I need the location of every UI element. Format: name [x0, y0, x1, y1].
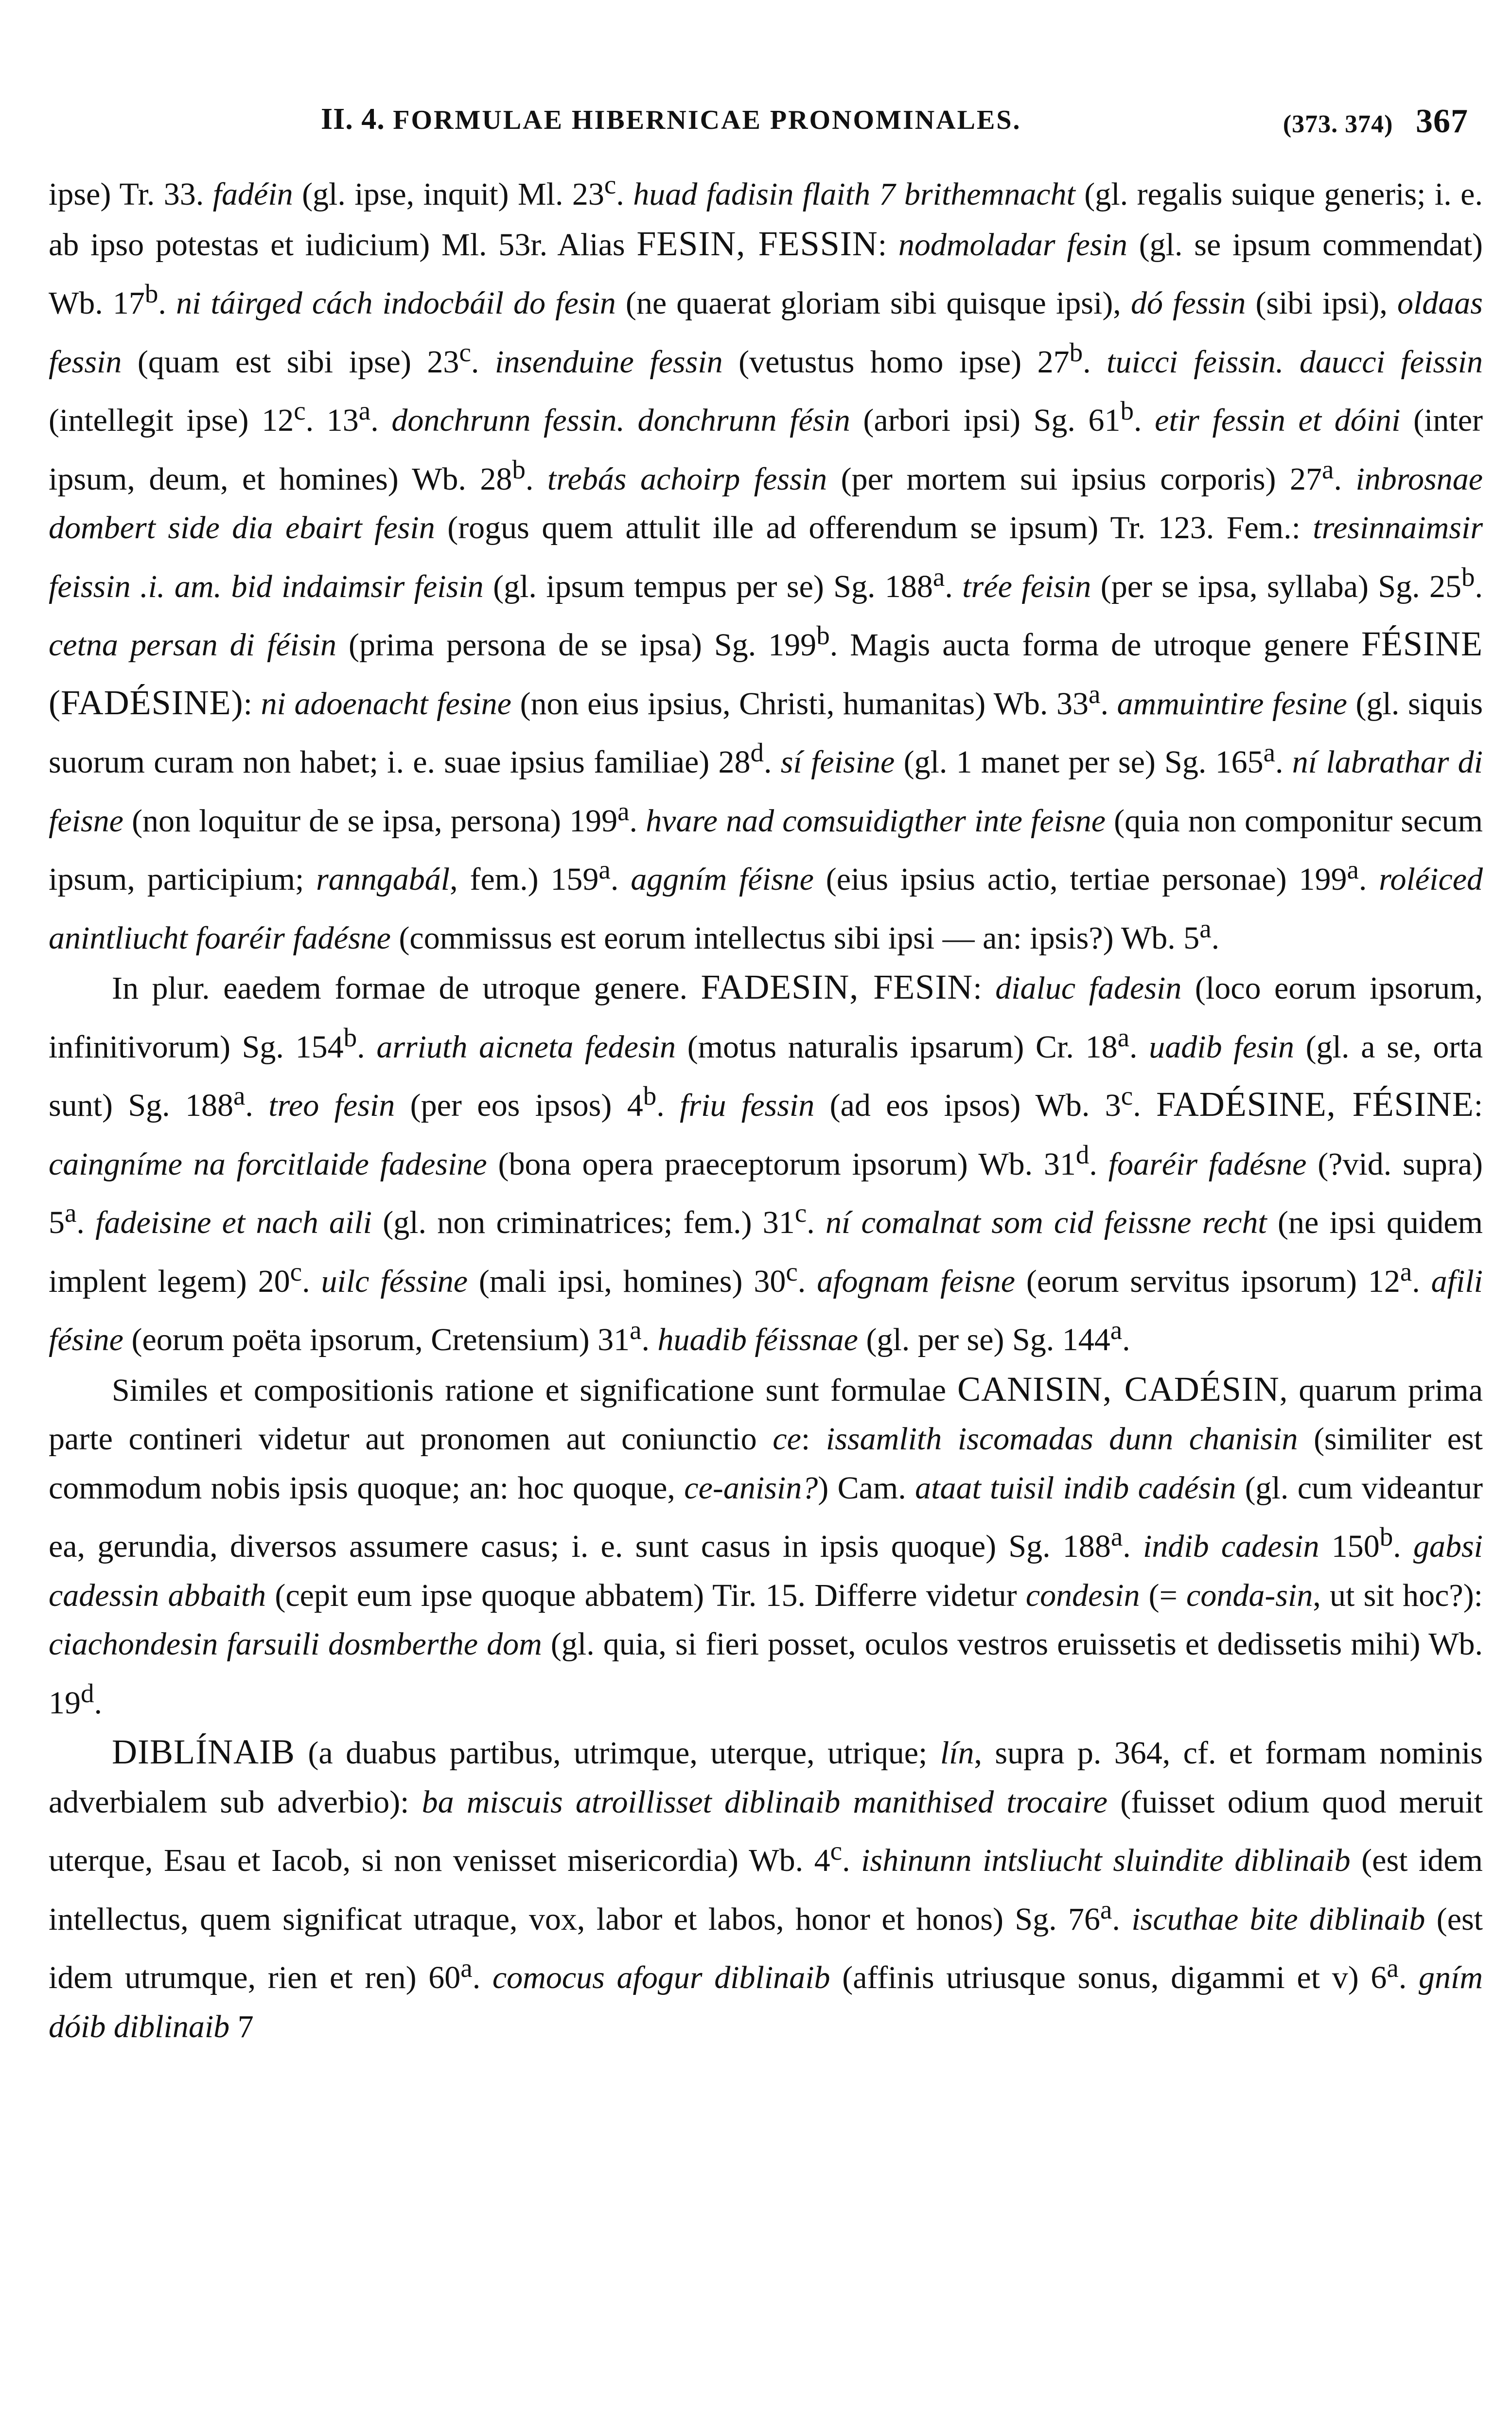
latin-text: (a duabus partibus, utrimque, uterque, utrique;	[295, 1735, 940, 1771]
latin-text: (rogus quem attulit ille ad offerendum se ipsum) Tr. 123. Fem.:	[435, 510, 1313, 546]
irish-gloss: huad fadisin flaith 7 brithemnacht	[633, 176, 1075, 212]
latin-text: .	[616, 176, 633, 212]
latin-text: .	[1398, 1960, 1419, 1995]
folio-superscript: a	[1089, 679, 1101, 709]
latin-text: .	[158, 285, 176, 321]
latin-text: (non eius ipsius, Christi, humanitas) Wb. 33	[511, 686, 1089, 722]
latin-text: (intellegit ipse) 12	[49, 403, 294, 438]
irish-gloss: nodmoladar fesin	[898, 227, 1127, 263]
folio-superscript: c	[290, 1256, 302, 1286]
irish-gloss: ce	[773, 1421, 801, 1457]
irish-gloss: indib cadesin	[1143, 1529, 1319, 1564]
irish-gloss: caingníme na forcitlaide fadesine	[49, 1146, 487, 1182]
irish-gloss: oldaas fessin	[49, 285, 1483, 380]
irish-gloss: tuicci feissin.	[1107, 344, 1284, 380]
latin-text: .	[656, 1088, 680, 1123]
folio-superscript: a	[1263, 738, 1276, 767]
latin-text: .	[1211, 920, 1220, 956]
irish-gloss: arriuth aicneta fedesin	[376, 1029, 676, 1065]
body-text	[49, 160, 1483, 2051]
paragraph-fesin-singular	[49, 160, 1483, 963]
latin-text: 7	[229, 2008, 254, 2044]
irish-gloss: dialuc fadesin	[995, 970, 1182, 1006]
latin-text: (eorum poëta ipsorum, Cretensium) 31	[123, 1322, 630, 1357]
irish-gloss: ciachondesin farsuili dosmberthe dom	[49, 1626, 542, 1662]
latin-text: .	[945, 568, 963, 604]
latin-text: (commissus est eorum intellectus sibi ipsi — an: ipsis?) Wb. 5	[390, 920, 1200, 956]
section-number: II. 4.	[321, 103, 385, 136]
folio-superscript: a	[1100, 1894, 1112, 1924]
latin-text: (gl. cum videantur ea, gerundia, diversos assumere casus; i. e. sunt casus in ipsis quoque) Sg. 188	[49, 1470, 1483, 1564]
latin-text: .	[471, 344, 495, 380]
latin-text: ipse) Tr. 33.	[49, 176, 213, 212]
folio-superscript: a	[1400, 1256, 1412, 1286]
irish-gloss: donchrunn fessin. donchrunn fésin	[391, 403, 850, 438]
irish-gloss: ammuintire fesine	[1117, 686, 1347, 722]
folio-superscript: a	[598, 855, 611, 884]
latin-text: .	[1412, 1263, 1431, 1299]
irish-gloss: roléiced anintliucht foaréir fadésne	[49, 862, 1483, 956]
latin-text: (affinis utriusque sonus, digammi et v) 6	[830, 1960, 1387, 1995]
irish-gloss: treo fesin	[268, 1088, 395, 1123]
latin-text: (?vid. supra) 5	[49, 1146, 1483, 1240]
folio-superscript: c	[830, 1836, 843, 1866]
latin-text: .	[1475, 568, 1483, 604]
latin-text: .	[610, 862, 631, 897]
latin-text: (gl. a se, orta sunt) Sg. 188	[49, 1029, 1483, 1123]
folio-superscript: a	[617, 796, 630, 826]
irish-gloss: gabsi cadessin abbaith	[49, 1529, 1483, 1613]
latin-text: (quia non componitur secum ipsum, participium;	[49, 803, 1483, 897]
irish-gloss: cetna persan di féisin	[49, 627, 337, 663]
folio-superscript: a	[65, 1198, 77, 1228]
irish-gloss: ce-anisin?	[684, 1470, 818, 1506]
latin-text: .	[629, 803, 646, 839]
latin-text: (gl. ipse, inquit) Ml. 23	[293, 176, 604, 212]
latin-text: (=	[1140, 1577, 1187, 1613]
latin-text: .	[472, 1960, 492, 1995]
irish-gloss: sí feisine	[780, 744, 895, 780]
latin-text: .	[842, 1843, 861, 1878]
irish-gloss: ni adoenacht fesine	[261, 686, 511, 722]
latin-text: (quam est sibi ipse) 23	[122, 344, 459, 380]
paragraph-fadesin-plural	[49, 963, 1483, 1365]
latin-text: .	[1358, 862, 1379, 897]
folio-superscript: a	[1110, 1522, 1123, 1551]
latin-text	[1283, 344, 1300, 380]
latin-text: .	[797, 1263, 817, 1299]
latin-text: .	[1275, 744, 1292, 780]
folio-superscript: b	[816, 620, 830, 650]
irish-gloss: daucci feissin	[1299, 344, 1483, 380]
paragraph-diblinaib	[49, 1727, 1483, 2051]
latin-text: Similes et compositionis ratione et significatione sunt formulae	[112, 1372, 958, 1408]
latin-text: , fem.) 159	[450, 862, 599, 897]
latin-text: (gl. regalis suique generis; i. e. ab ipso potestas et iudicium) Ml. 53r. Alias	[49, 176, 1483, 263]
folio-superscript: a	[358, 396, 371, 425]
latin-text: (arbori ipsi) Sg. 61	[850, 403, 1121, 438]
folio-superscript: a	[1199, 913, 1212, 943]
irish-gloss: etir fessin et dóini	[1155, 403, 1401, 438]
irish-gloss: trée feisin	[962, 568, 1091, 604]
latin-text: (gl. 1 manet per se) Sg. 165	[895, 744, 1264, 780]
running-head-right	[1283, 102, 1468, 141]
latin-text: (non loquitur de se ipsa, persona) 199	[123, 803, 618, 839]
latin-text: (gl. se ipsum commendat) Wb. 17	[49, 227, 1483, 321]
folio-superscript: d	[81, 1678, 94, 1708]
irish-gloss: ranngabál	[316, 862, 450, 897]
irish-gloss: uadib fesin	[1149, 1029, 1294, 1065]
running-head	[49, 88, 1483, 141]
latin-text: (prima persona de se ipsa) Sg. 199	[336, 627, 817, 663]
latin-text: (ad eos ipsos) Wb. 3	[814, 1088, 1121, 1123]
section-references: (373. 374)	[1283, 110, 1393, 138]
folio-superscript: b	[1379, 1522, 1393, 1551]
irish-gloss: ní labrathar di feisne	[49, 744, 1483, 839]
latin-text: :	[973, 970, 996, 1006]
latin-text: (gl. siquis suorum curam non habet; i. e. suae ipsius familiae) 28	[49, 686, 1483, 780]
latin-text: (sibi ipsi),	[1246, 285, 1397, 321]
latin-text: (inter ipsum, deum, et homines) Wb. 28	[49, 403, 1483, 497]
folio-superscript: a	[1117, 1022, 1130, 1052]
latin-text: .	[245, 1088, 269, 1123]
irish-gloss: fadéin	[212, 176, 293, 212]
latin-text: .	[807, 1205, 826, 1240]
irish-gloss: ishinunn intsliucht sluindite diblinaib	[861, 1843, 1351, 1878]
latin-text: .	[525, 461, 547, 497]
irish-gloss: foaréir fadésne	[1108, 1146, 1307, 1182]
latin-text: :	[1474, 1088, 1483, 1123]
folio-superscript: b	[1461, 562, 1475, 592]
latin-text: .	[1334, 461, 1356, 497]
irish-gloss: tresinnaimsir feissin .i. am. bid indaimsir feisin	[49, 510, 1483, 604]
latin-text: (motus naturalis ipsarum) Cr. 18	[675, 1029, 1118, 1065]
latin-text: (similiter est commodum nobis ipsis quoque; an: hoc quoque,	[49, 1421, 1483, 1506]
folio-superscript: d	[750, 738, 764, 767]
headword: FESIN, FESSIN	[636, 224, 878, 263]
folio-superscript: a	[932, 562, 945, 592]
latin-text: .	[370, 403, 392, 438]
latin-text: , quarum prima parte contineri videtur aut pronomen aut coniunctio	[49, 1372, 1483, 1457]
latin-text: .	[1083, 344, 1107, 380]
latin-text: (vetustus homo ipse) 27	[722, 344, 1070, 380]
folio-superscript: c	[294, 396, 306, 425]
latin-text: (bona opera praeceptorum ipsorum) Wb. 31	[487, 1146, 1076, 1182]
paragraph-canisin-cadesin	[49, 1365, 1483, 1728]
latin-text: .	[1134, 403, 1155, 438]
latin-text: (gl. non criminatrices; fem.) 31	[372, 1205, 795, 1240]
irish-gloss: fadeisine et nach aili	[95, 1205, 372, 1240]
latin-text: , ut sit hoc?):	[1313, 1577, 1483, 1613]
folio-superscript: c	[459, 337, 471, 367]
latin-text: .	[1089, 1146, 1108, 1182]
irish-gloss: dó fessin	[1130, 285, 1246, 321]
headword: FADESIN, FESIN	[701, 968, 973, 1006]
headword: CANISIN, CADÉSIN	[957, 1369, 1280, 1409]
latin-text: (ne ipsi quidem implent legem) 20	[49, 1205, 1483, 1299]
folio-superscript: c	[794, 1198, 807, 1228]
latin-text: 150	[1319, 1529, 1380, 1564]
latin-text: (est idem utrumque, rien et ren) 60	[49, 1901, 1483, 1995]
latin-text: .	[1133, 1088, 1157, 1123]
latin-text: .	[1112, 1901, 1132, 1937]
latin-text: :	[878, 227, 898, 263]
irish-gloss: friu fessin	[680, 1088, 815, 1123]
latin-text: (per se ipsa, syllaba) Sg. 25	[1091, 568, 1462, 604]
folio-superscript: a	[1347, 855, 1359, 884]
headword: FÉSINE (FADÉSINE)	[49, 624, 1483, 722]
folio-superscript: a	[1387, 1953, 1399, 1983]
latin-text: . Magis aucta forma de utroque genere	[829, 627, 1361, 663]
latin-text: In plur. eaedem formae de utroque genere.	[112, 970, 701, 1006]
latin-text: .	[357, 1029, 377, 1065]
latin-text: .	[1393, 1529, 1413, 1564]
irish-gloss: ba miscuis atroillisset diblinaib manithised trocaire	[422, 1784, 1108, 1820]
irish-gloss: ni táirged cách indocbáil do fesin	[176, 285, 616, 321]
irish-gloss: comocus afogur diblinaib	[492, 1960, 830, 1995]
folio-superscript: a	[460, 1953, 473, 1983]
folio-superscript: b	[1120, 396, 1134, 425]
irish-gloss: afili fésine	[49, 1263, 1483, 1357]
latin-text: .	[94, 1685, 102, 1721]
irish-gloss: condesin	[1025, 1577, 1140, 1613]
latin-text: .	[764, 744, 781, 780]
headword: FADÉSINE, FÉSINE	[1156, 1085, 1474, 1124]
folio-superscript: c	[786, 1256, 798, 1286]
latin-text: (fuisset odium quod meruit uterque, Esau et Iacob, si non venisset misericordia) Wb. 4	[49, 1784, 1483, 1878]
latin-text: , supra p. 364, cf. et formam nominis adverbialem sub adverbio):	[49, 1735, 1483, 1820]
folio-superscript: a	[1322, 454, 1334, 484]
folio-superscript: b	[343, 1022, 357, 1052]
irish-gloss: huadib féissnae	[657, 1322, 858, 1357]
latin-text: .	[1123, 1529, 1143, 1564]
latin-text: .	[1122, 1322, 1130, 1357]
latin-text: :	[243, 686, 261, 722]
folio-superscript: b	[144, 279, 158, 308]
irish-gloss: insenduine fessin	[494, 344, 723, 380]
latin-text: .	[302, 1263, 321, 1299]
irish-gloss: hvare nad comsuidigther inte feisne	[646, 803, 1106, 839]
irish-gloss: lín	[940, 1735, 974, 1771]
running-head-title: FORMULAE HIBERNICAE PRONOMINALES.	[393, 105, 1021, 135]
irish-gloss: iscuthae bite diblinaib	[1131, 1901, 1425, 1937]
folio-superscript: c	[1121, 1081, 1133, 1110]
latin-text: :	[801, 1421, 826, 1457]
latin-text: .	[76, 1205, 96, 1240]
latin-text: .	[1100, 686, 1117, 722]
folio-superscript: a	[1110, 1315, 1123, 1345]
latin-text: (per eos ipsos) 4	[395, 1088, 643, 1123]
folio-superscript: d	[1075, 1139, 1090, 1169]
latin-text: (cepit eum ipse quoque abbatem) Tir. 15. Differre videtur	[266, 1577, 1026, 1613]
latin-text: .	[641, 1322, 658, 1357]
irish-gloss: aggním féisne	[631, 862, 814, 897]
irish-gloss: inbrosnae dombert side dia ebairt fesin	[49, 461, 1483, 546]
irish-gloss: ní comalnat som cid feissne recht	[825, 1205, 1267, 1240]
latin-text: ) Cam.	[818, 1470, 915, 1506]
latin-text: (gl. quia, si fieri posset, oculos vestros eruissetis et dedissetis mihi) Wb. 19	[49, 1626, 1483, 1721]
irish-gloss: conda-sin	[1186, 1577, 1313, 1613]
folio-superscript: a	[630, 1315, 642, 1345]
irish-gloss: ataat tuisil indib cadésin	[915, 1470, 1236, 1506]
irish-gloss: trebás achoirp fessin	[547, 461, 827, 497]
folio-superscript: a	[233, 1081, 246, 1110]
irish-gloss: uilc féssine	[321, 1263, 468, 1299]
latin-text: (ne quaerat gloriam sibi quisque ipsi),	[615, 285, 1131, 321]
headword: DIBLÍNAIB	[112, 1732, 295, 1771]
running-head-left	[321, 102, 1021, 137]
latin-text: (eius ipsius actio, tertiae personae) 199	[813, 862, 1347, 897]
irish-gloss: issamlith iscomadas dunn chanisin	[826, 1421, 1298, 1457]
latin-text: (eorum servitus ipsorum) 12	[1015, 1263, 1400, 1299]
latin-text: (gl. ipsum tempus per se) Sg. 188	[483, 568, 933, 604]
folio-superscript: b	[512, 454, 526, 484]
folio-superscript: b	[643, 1081, 657, 1110]
folio-superscript: c	[604, 170, 616, 199]
latin-text: (loco eorum ipsorum, infinitivorum) Sg. 154	[49, 970, 1483, 1065]
latin-text: (per mortem sui ipsius corporis) 27	[827, 461, 1322, 497]
irish-gloss: gním dóib diblinaib	[49, 1960, 1483, 2044]
folio-superscript: b	[1069, 337, 1083, 367]
latin-text: (gl. per se) Sg. 144	[858, 1322, 1110, 1357]
latin-text: (est idem intellectus, quem significat utraque, vox, labor et labos, honor et honos) Sg. 76	[49, 1843, 1483, 1937]
latin-text: (mali ipsi, homines) 30	[468, 1263, 786, 1299]
latin-text: . 13	[305, 403, 359, 438]
latin-text: .	[1129, 1029, 1149, 1065]
irish-gloss: afognam feisne	[817, 1263, 1016, 1299]
page-number: 367	[1416, 103, 1468, 140]
